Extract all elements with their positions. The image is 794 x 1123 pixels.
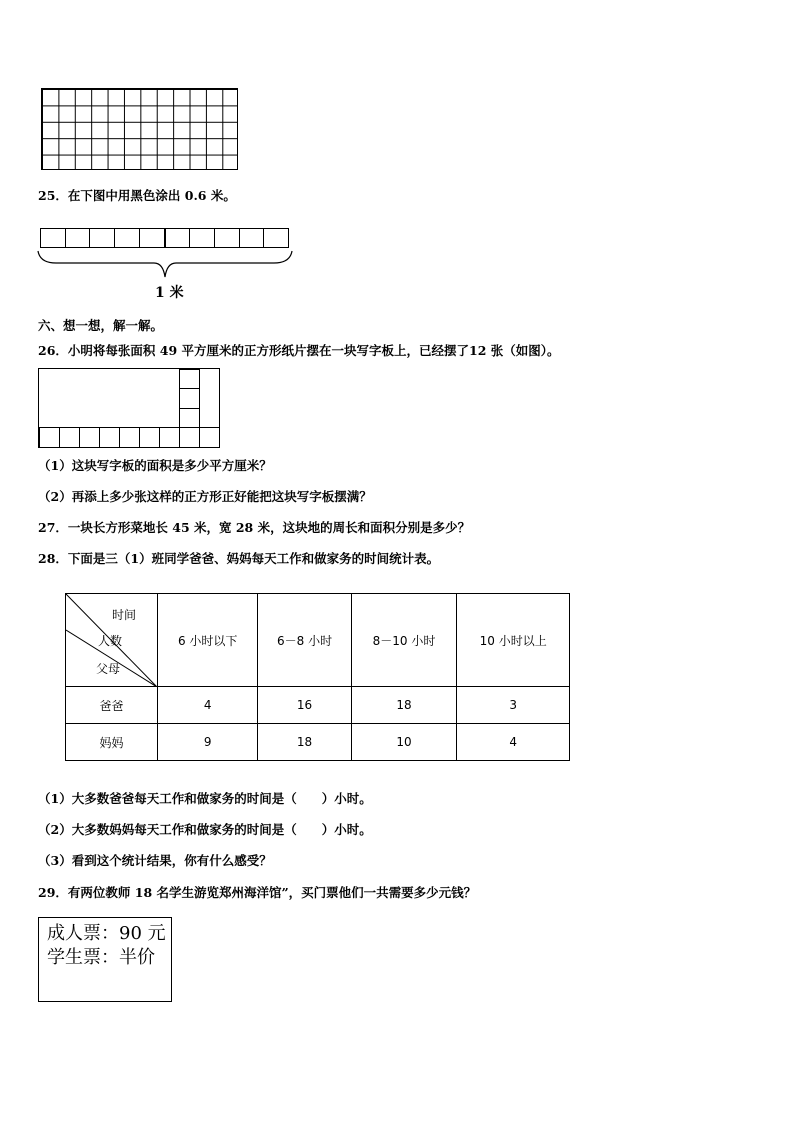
table-cell: 4 xyxy=(457,724,570,761)
student-ticket-price: 学生票：半价 xyxy=(47,947,155,968)
paper-square xyxy=(119,427,140,448)
corner-time: 时间 xyxy=(112,608,137,622)
writing-board xyxy=(38,368,220,448)
column-header: 10 小时以上 xyxy=(457,594,570,687)
strip-cell[interactable] xyxy=(41,229,66,247)
paper-square xyxy=(99,427,120,448)
strip-cell[interactable] xyxy=(115,229,140,247)
paper-square xyxy=(59,427,80,448)
corner-parent: 父母 xyxy=(96,662,121,676)
row-label: 爸爸 xyxy=(66,687,158,724)
table-cell: 9 xyxy=(158,724,258,761)
question-26-sub2: （2）再添上多少张这样的正方形正好能把这块写字板摆满？ xyxy=(38,489,372,504)
grid-figure xyxy=(41,88,238,170)
table-corner-cell xyxy=(66,594,158,687)
table-cell: 18 xyxy=(258,724,351,761)
table-cell: 3 xyxy=(457,687,570,724)
table-cell: 18 xyxy=(351,687,457,724)
question-28-sub2: （2）大多数妈妈每天工作和做家务的时间是（ ）小时。 xyxy=(38,822,372,837)
adult-ticket-price: 成人票：90 元 xyxy=(47,923,166,944)
paper-square xyxy=(179,388,200,409)
question-25: 25．在下图中用黑色涂出 0.6 米。 xyxy=(38,188,236,203)
meter-strip[interactable] xyxy=(40,228,289,248)
question-27: 27．一块长方形菜地长 45 米，宽 28 米，这块地的周长和面积分别是多少？ xyxy=(38,520,471,535)
paper-square xyxy=(179,408,200,428)
strip-cell[interactable] xyxy=(140,229,166,247)
table-cell: 16 xyxy=(258,687,351,724)
strip-cell[interactable] xyxy=(166,229,191,247)
row-label: 妈妈 xyxy=(66,724,158,761)
question-28: 28．下面是三（1）班同学爸爸、妈妈每天工作和做家务的时间统计表。 xyxy=(38,551,440,566)
question-26-sub1: （1）这块写字板的面积是多少平方厘米？ xyxy=(38,458,272,473)
strip-cell[interactable] xyxy=(90,229,115,247)
table-cell: 10 xyxy=(351,724,457,761)
ticket-price-box xyxy=(38,917,172,1002)
strip-cell[interactable] xyxy=(240,229,265,247)
table-row xyxy=(66,687,570,724)
strip-cell[interactable] xyxy=(66,229,91,247)
strip-cell[interactable] xyxy=(264,229,288,247)
column-header: 6 小时以下 xyxy=(158,594,258,687)
question-28-sub3: （3）看到这个统计结果，你有什么感受？ xyxy=(38,853,272,868)
strip-cell[interactable] xyxy=(215,229,240,247)
paper-square xyxy=(179,427,200,448)
column-header: 6－8 小时 xyxy=(258,594,351,687)
paper-square xyxy=(199,427,220,448)
paper-square xyxy=(159,427,180,448)
column-header: 8－10 小时 xyxy=(351,594,457,687)
question-28-sub1: （1）大多数爸爸每天工作和做家务的时间是（ ）小时。 xyxy=(38,791,372,806)
question-29: 29．有两位教师 18 名学生游览郑州海洋馆”，买门票他们一共需要多少元钱？ xyxy=(38,885,477,900)
strip-cell[interactable] xyxy=(190,229,215,247)
question-26: 26．小明将每张面积 49 平方厘米的正方形纸片摆在一块写字板上，已经摆了12 张（如图）。 xyxy=(38,343,560,358)
meter-label: 1 米 xyxy=(155,285,184,301)
corner-count: 人数 xyxy=(98,634,123,648)
brace-icon xyxy=(36,249,294,281)
paper-square xyxy=(79,427,100,448)
statistics-table xyxy=(65,593,570,761)
section-title: 六、想一想，解一解。 xyxy=(38,318,164,333)
paper-square xyxy=(179,369,200,389)
paper-square xyxy=(139,427,160,448)
table-row xyxy=(66,724,570,761)
paper-square xyxy=(39,427,60,448)
table-cell: 4 xyxy=(158,687,258,724)
